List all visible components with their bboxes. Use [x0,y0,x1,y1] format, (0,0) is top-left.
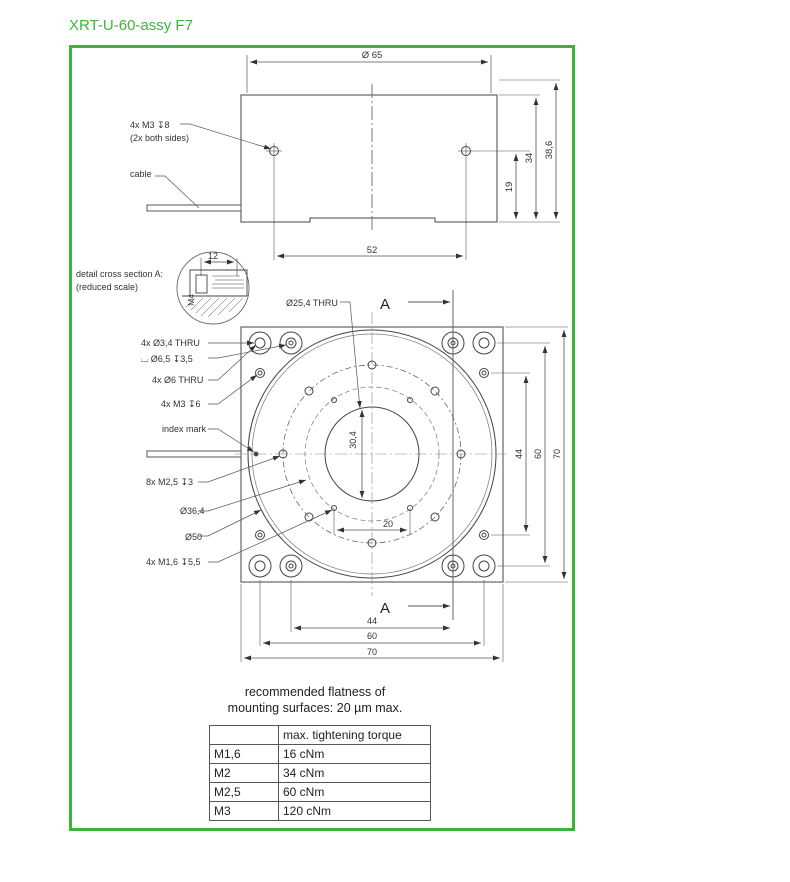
detail-section-a [177,252,249,324]
table-header-cell: max. tightening torque [279,726,431,745]
table-row [210,802,431,821]
section-label-a-top: A [379,296,391,313]
dim-h70-label: 70 [366,647,378,657]
dim-30-4-label: 30,4 [348,431,358,449]
top-view-cable [147,451,241,457]
dim-v60-label: 60 [533,448,543,460]
index-mark [254,452,258,456]
dim-19-label: 19 [504,181,515,193]
flatness-note-line2: mounting surfaces: 20 µm max. [227,701,403,715]
note-cable: cable [130,169,152,179]
note-bore-thru: Ø25,4 THRU [286,298,338,308]
dim-65-label: Ø 65 [361,50,383,61]
dim-h60-label: 60 [366,631,378,641]
note-side-m3-line2: (2x both sides) [130,133,190,143]
note-circle-36-4: Ø36,4 [180,506,205,516]
table-row [210,783,431,802]
note-side-m3-line1: 4x M3 ↧8 [130,120,170,130]
note-hole-6: 4x Ø6 THRU [152,375,204,385]
table-cell: 120 cNm [279,802,431,821]
dim-v70-label: 70 [552,448,562,460]
table-row [210,764,431,783]
table-header-row [210,726,431,745]
table-cell: M2 [210,764,279,783]
note-hole-counterbore: ⌴ Ø6,5 ↧3,5 [141,354,193,364]
note-circle-50: Ø50 [185,532,203,542]
side-cable [147,205,241,211]
note-hole-m2-5: 8x M2,5 ↧3 [146,477,194,487]
note-hole-m3: 4x M3 ↧6 [161,399,201,409]
section-label-a-bottom: A [379,600,391,617]
dim-20-label: 20 [382,519,394,529]
dim-38-6-label: 38,6 [544,140,555,160]
side-view [147,55,560,260]
table-cell: M3 [210,802,279,821]
detail-dim-12: 12 [207,251,219,261]
dim-v44-label: 44 [514,448,524,460]
note-hole-m1-6: 4x M1,6 ↧5,5 [146,557,201,567]
drawing-title: XRT-U-60-assy F7 [69,17,193,34]
table-cell: M1,6 [210,745,279,764]
note-index-mark: index mark [162,424,207,434]
table-header-cell [210,726,279,745]
top-view [147,290,568,662]
torque-table [209,725,431,821]
detail-m4-thread [196,275,207,293]
note-hole-3-4: 4x Ø3,4 THRU [141,338,200,348]
dim-h44-label: 44 [366,616,378,626]
dim-52-label: 52 [366,245,378,256]
dim-34-label: 34 [524,152,535,164]
table-cell: 60 cNm [279,783,431,802]
table-cell: 16 cNm [279,745,431,764]
table-cell: M2,5 [210,783,279,802]
flatness-note [220,684,410,716]
detail-label-line1: detail cross section A: [76,269,164,279]
flatness-note-line1: recommended flatness of [244,685,386,699]
detail-label-line2: (reduced scale) [76,282,139,292]
detail-dim-m4: M4 [186,294,196,306]
table-row [210,745,431,764]
side-view-body [241,95,497,222]
table-cell: 34 cNm [279,764,431,783]
